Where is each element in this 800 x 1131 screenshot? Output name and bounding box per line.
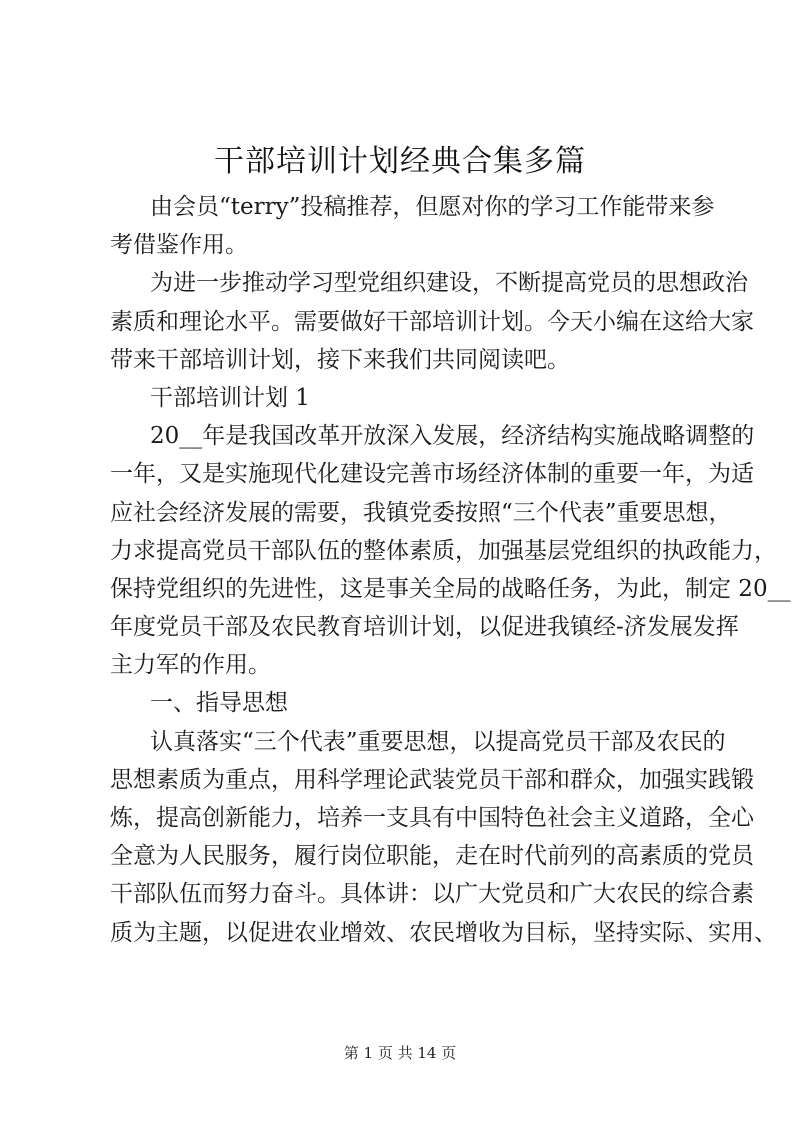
body-line: 带来干部培训计划，接下来我们共同阅读吧。 — [110, 346, 570, 373]
body-line: 干部培训计划 1 — [150, 384, 310, 411]
document-title: 干部培训计划经典合集多篇 — [214, 144, 586, 179]
body-line: 干部队伍而努力奋斗。具体讲：以广大党员和广大农民的综合素 — [110, 881, 754, 908]
body-line: 考借鉴作用。 — [110, 232, 248, 259]
body-line: 质为主题，以促进农业增效、农民增收为目标，坚持实际、实用、 — [110, 919, 777, 946]
body-line: 由会员“terry”投稿推荐，但愿对你的学习工作能带来参 — [150, 194, 715, 220]
body-line: 保持党组织的先进性，这是事关全局的战略任务，为此，制定 20__ — [110, 575, 791, 602]
body-line: 应社会经济发展的需要，我镇党委按照“三个代表”重要思想， — [110, 499, 732, 526]
body-line: 为进一步推动学习型党组织建设，不断提高党员的思想政治 — [150, 270, 748, 297]
body-line: 思想素质为重点，用科学理论武装党员干部和群众，加强实践锻 — [110, 766, 754, 793]
body-line: 一、指导思想 — [150, 690, 288, 717]
body-line: 一年，又是实施现代化建设完善市场经济体制的重要一年，为适 — [110, 461, 754, 488]
body-line: 全意为人民服务，履行岗位职能，走在时代前列的高素质的党员 — [110, 843, 754, 870]
body-line: 认真落实“三个代表”重要思想，以提高党员干部及农民的 — [150, 728, 726, 755]
body-line: 主力军的作用。 — [110, 652, 271, 679]
page-footer: 第 1 页 共 14 页 — [343, 1044, 457, 1062]
body-line: 20__年是我国改革开放深入发展，经济结构实施战略调整的 — [150, 423, 755, 450]
body-line: 年度党员干部及农民教育培训计划，以促进我镇经-济发展发挥 — [110, 614, 739, 641]
body-line: 素质和理论水平。需要做好干部培训计划。今天小编在这给大家 — [110, 308, 754, 335]
body-line: 力求提高党员干部队伍的整体素质，加强基层党组织的执政能力， — [110, 537, 777, 564]
body-line: 炼，提高创新能力，培养一支具有中国特色社会主义道路，全心 — [110, 805, 754, 831]
document-body — [110, 188, 791, 952]
